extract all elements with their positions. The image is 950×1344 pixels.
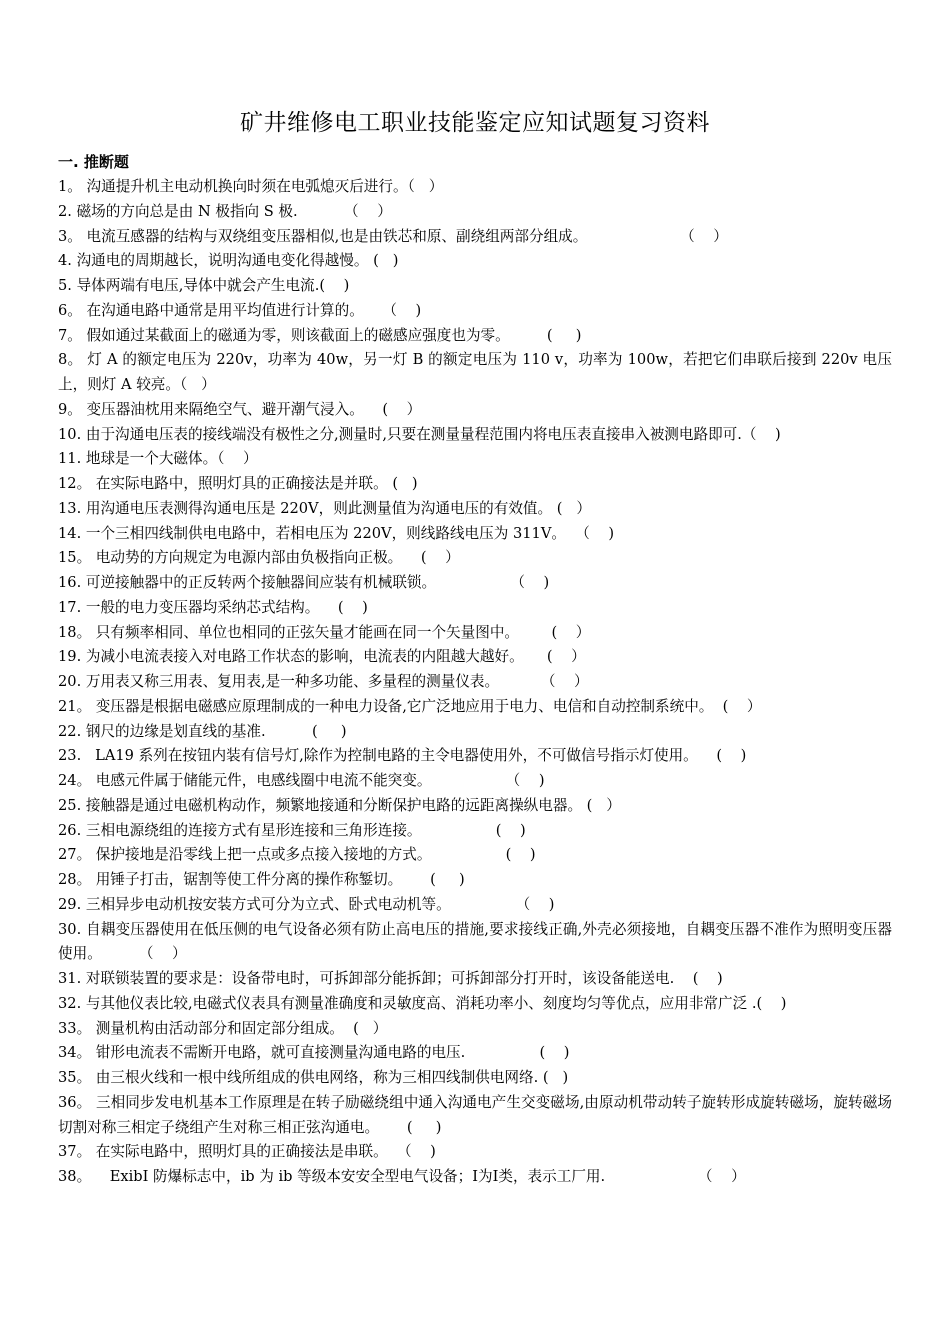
question-item: 4. 沟通电的周期越长，说明沟通电变化得越慢。 ( ) <box>58 252 399 270</box>
question-item: 3。 电流互感器的结构与双绕组变压器相似,也是由铁芯和原、副绕组两部分组成。 （ ） <box>58 227 728 245</box>
question-item: 32. 与其他仪表比较,电磁式仪表具有测量准确度和灵敏度高、消耗功率小、刻度均匀等优点，应用非常广泛 .( ) <box>58 994 787 1012</box>
question-item: 8。 灯 A 的额定电压为 220v，功率为 40w，另一灯 B 的额定电压为 110 v，功率为 100w，若把它们串联后接到 220v 电压上，则灯 A 较亮。（ ） <box>58 351 892 393</box>
question-item: 19. 为减小电流表接入对电路工作状态的影响，电流表的内阻越大越好。 ( ） <box>58 648 586 666</box>
question-item: 34。 钳形电流表不需断开电路，就可直接测量沟通电路的电压. ( ) <box>58 1044 570 1062</box>
question-item: 35。 由三根火线和一根中线所组成的供电网络，称为三相四线制供电网络. ( ) <box>58 1069 569 1086</box>
question-item: 28。 用锤子打击，锯割等使工件分离的操作称錾切。 ( ) <box>58 871 465 888</box>
question-item: 36。 三相同步发电机基本工作原理是在转子励磁绕组中通入沟通电产生交变磁场,由原动机带动转子旋转形成旋转磁场，旋转磁场切割对称三相定子绕组产生对称三相正弦沟通电。 ( ) <box>58 1093 892 1136</box>
question-item: 12。 在实际电路中，照明灯具的正确接法是并联。 ( ) <box>58 475 418 492</box>
question-item: 2. 磁场的方向总是由 N 极指向 S 极. （ ） <box>58 202 392 220</box>
question-item: 17. 一般的电力变压器均采纳芯式结构。 ( ) <box>58 598 368 616</box>
question-item: 5. 导体两端有电压,导体中就会产生电流.( ) <box>58 277 350 294</box>
document-title: 矿井维修电工职业技能鉴定应知试题复习资料 <box>240 110 710 136</box>
question-item: 6。 在沟通电路中通常是用平均值进行计算的。 （ ) <box>58 301 422 319</box>
question-item: 13. 用沟通电压表测得沟通电压是 220V，则此测量值为沟通电压的有效值。 ( ） <box>58 499 591 517</box>
question-item: 22. 钢尺的边缘是划直线的基准. ( ) <box>58 722 347 740</box>
question-item: 16. 可逆接触器中的正反转两个接触器间应装有机械联锁。 （ ) <box>58 574 550 591</box>
question-item: 23. LA19 系列在按钮内装有信号灯,除作为控制电路的主令电器使用外，不可做信号指示灯使用。 ( ) <box>58 747 747 765</box>
question-item: 10. 由于沟通电压表的接线端没有极性之分,测量时,只要在测量量程范围内将电压表直接串入被测电路即可.（ ) <box>58 425 781 443</box>
question-item: 33。 测量机构由活动部分和固定部分组成。 ( ） <box>58 1019 388 1037</box>
question-item: 21。 变压器是根据电磁感应原理制成的一种电力设备,它广泛地应用于电力、电信和自动控制系统中。 ( ） <box>58 697 762 715</box>
question-item: 31. 对联锁装置的要求是：设备带电时，可拆卸部分能拆卸；可拆卸部分打开时，该设备能送电. ( ) <box>58 970 723 987</box>
question-item: 30. 自耦变压器使用在低压侧的电气设备必须有防止高电压的措施,要求接线正确,外壳必须接地，自耦变压器不准作为照明变压器使用。 （ ） <box>58 920 892 963</box>
question-item: 7。 假如通过某截面上的磁通为零，则该截面上的磁感应强度也为零。 ( ) <box>58 326 582 344</box>
question-item: 9。 变压器油枕用来隔绝空气、避开潮气浸入。 ( ） <box>58 400 422 418</box>
question-section <box>58 150 892 1190</box>
question-item: 25. 接触器是通过电磁机构动作，频繁地接通和分断保护电路的远距离操纵电器。 ( ） <box>58 796 621 814</box>
question-item: 11. 地球是一个大磁体。（ ） <box>58 450 258 468</box>
question-item: 38。 ExibⅠ 防爆标志中，ib 为 ib 等级本安安全型电气设备；Ⅰ为Ⅰ类，表示工厂用. （ ） <box>58 1168 746 1185</box>
question-list <box>58 175 892 1190</box>
question-item: 29. 三相异步电动机按安装方式可分为立式、卧式电动机等。 （ ) <box>58 895 555 913</box>
question-item: 14. 一个三相四线制供电电路中，若相电压为 220V，则线路线电压为 311V。 （ ) <box>58 524 615 542</box>
question-item: 18。 只有频率相同、单位也相同的正弦矢量才能画在同一个矢量图中。 ( ） <box>58 623 591 641</box>
question-item: 15。 电动势的方向规定为电源内部由负极指向正极。 ( ） <box>58 549 460 567</box>
question-item: 24。 电感元件属于储能元件，电感线圈中电流不能突变。 （ ) <box>58 772 545 789</box>
question-item: 1。 沟通提升机主电动机换向时须在电弧熄灭后进行。（ ） <box>58 178 444 195</box>
question-item: 20. 万用表又称三用表、复用表,是一种多功能、多量程的测量仪表。 （ ） <box>58 673 589 690</box>
section-heading: 一. 推断题 <box>58 153 129 171</box>
question-item: 26. 三相电源绕组的连接方式有星形连接和三角形连接。 ( ) <box>58 821 526 839</box>
question-item: 37。 在实际电路中，照明灯具的正确接法是串联。 （ ) <box>58 1143 436 1161</box>
question-item: 27。 保护接地是沿零线上把一点或多点接入接地的方式。 ( ) <box>58 846 536 864</box>
